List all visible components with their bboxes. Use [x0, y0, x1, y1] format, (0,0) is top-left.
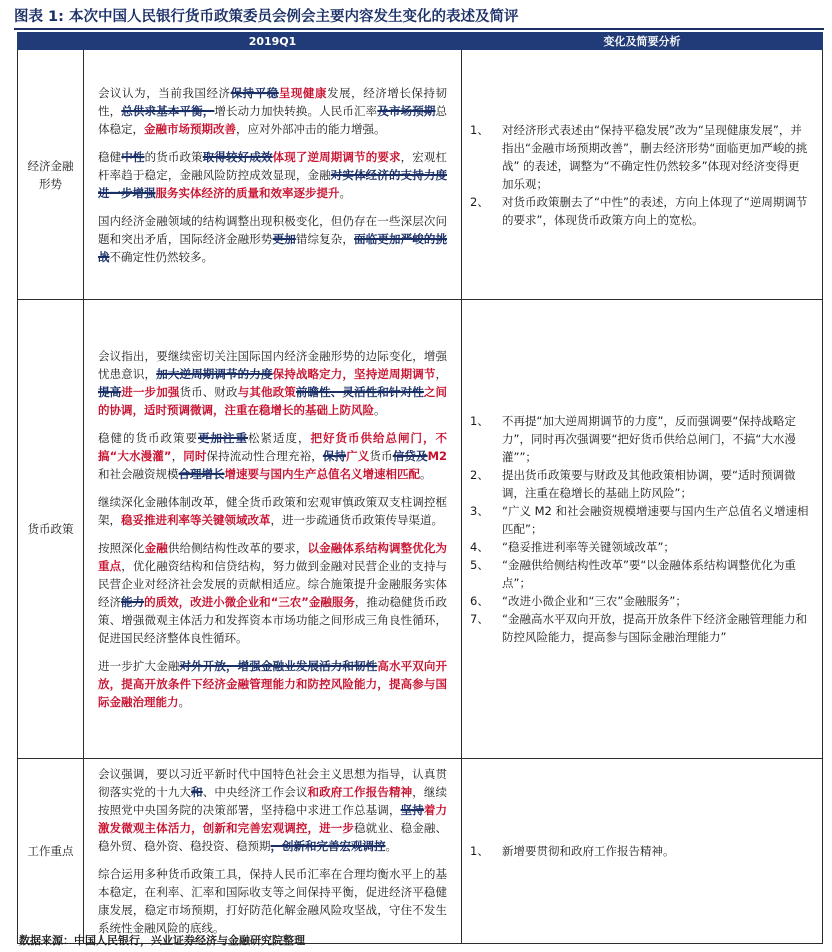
deleted-text: 及市场预期	[377, 103, 436, 118]
row-category: 货币政策	[18, 300, 84, 759]
text-run: 发展，经济增长保持韧性，	[98, 85, 448, 118]
added-text: 把好货币供给总闸门，不搞“大水漫灌”	[98, 431, 447, 463]
content-paragraph	[98, 657, 447, 711]
header-analysis: 变化及简要分析	[462, 33, 823, 50]
analysis-item	[470, 193, 810, 229]
text-run: 的货币政策	[144, 149, 203, 164]
deleted-text: 保持平稳	[230, 85, 279, 100]
deleted-text: 总供求基本平衡，	[121, 103, 215, 118]
text-run: 继续深化金融体制改革，健全货币政策和宏观审慎政策双支柱调控框架，	[98, 495, 447, 527]
added-text: 增速要与国内生产总值名义增速相匹配	[224, 467, 420, 481]
text-run: 会议强调，要以习近平新时代中国特色社会主义思想为指导，认真贯彻落实党的十九大	[98, 767, 447, 799]
added-text: 广义	[346, 449, 370, 463]
added-text: 同时	[183, 449, 207, 463]
analysis-item-number: 3、	[470, 504, 489, 518]
content-paragraph	[98, 84, 447, 138]
row-analysis	[462, 300, 823, 759]
analysis-item-text: 对货币政策删去了“中性”的表述，方向上体现了“逆周期调节的要求”，体现货币政策方向上的宽松。	[502, 194, 808, 227]
added-text: 体现了逆周期调节的要求	[272, 149, 401, 164]
added-text: 与其他政策	[237, 385, 296, 399]
deleted-text: 对实体经济的支持力度进一步增强	[98, 167, 448, 200]
analysis-item-text: “改进小微企业和“三农”金融服务”；	[502, 594, 687, 608]
row-content	[84, 759, 462, 944]
text-run: 综合运用多种货币政策工具，保持人民币汇率在合理均衡水平上的基本稳定，在利率、汇率和国际收支等之间保持平衡，促进经济平稳健康发展，稳定市场预期，打好防范化解金融风险攻坚战，守住不发生系统性金融风险的底线。	[98, 867, 447, 935]
text-run: ，	[435, 367, 448, 381]
text-run: ，继续按照党中央国务院的决策部署，坚持稳中求进工作总基调，	[98, 785, 448, 817]
deleted-text: 提高	[98, 385, 122, 399]
row-analysis	[462, 50, 823, 300]
text-run: 松紧适度，	[248, 431, 311, 445]
text-run: 国内经济金融领域的结构调整出现积极变化，但仍存在一些深层次问题和突出矛盾，国际经济金融形势	[98, 213, 447, 246]
text-run: 货币	[369, 449, 393, 463]
content-paragraph	[98, 429, 447, 483]
added-text: 之间的协调，适时预调微调，注重在稳增长的基础上防风险	[98, 385, 448, 417]
analysis-item-number: 4、	[470, 540, 489, 554]
analysis-item	[470, 412, 810, 466]
comparison-table	[17, 32, 823, 944]
deleted-text: ，创新和完善宏观调控	[270, 839, 386, 853]
table-header-row	[18, 33, 823, 50]
added-text: 金融市场预期改善	[144, 121, 236, 136]
deleted-text: 中性	[121, 149, 145, 164]
deleted-text: 更加注重	[198, 431, 248, 445]
table-row	[18, 50, 823, 300]
analysis-item-number: 1、	[470, 414, 489, 428]
deleted-text: 和	[191, 785, 203, 799]
analysis-item-number: 1、	[470, 122, 489, 137]
deleted-text: 坚持	[400, 803, 424, 817]
text-run: 稳健	[98, 149, 122, 164]
text-run: ，优化融资结构和信贷结构，努力做到金融对民营企业的支持与民营企业对经济社会发展的贡献相适应。综合施策提升金融服务实体经济	[98, 559, 448, 609]
content-paragraph	[98, 493, 447, 529]
text-run: ，宏观杠杆率趋于稳定，金融风险防控成效显现，金融	[98, 149, 448, 182]
text-run: 。	[339, 185, 351, 200]
analysis-item-text: “广义 M2 和社会融资规模增速要与国内生产总值名义增速相匹配”；	[502, 504, 809, 536]
text-run: 。	[420, 467, 432, 481]
added-text: 的质效，改进小微企业和“三农”金融服务	[144, 595, 355, 609]
text-run: 不确定性仍然较多。	[109, 249, 213, 264]
analysis-item	[470, 121, 810, 193]
added-text: 服务实体经济的质量和效率逐步提升	[155, 185, 340, 200]
text-run: 进一步扩大金融	[98, 659, 180, 673]
row-content	[84, 50, 462, 300]
content-paragraph	[98, 539, 447, 647]
deleted-text: 能力	[121, 595, 145, 609]
analysis-item-text: 对经济形式表述由“保持平稳发展”改为“呈现健康发展”，并指出“金融市场预期改善”，删去经济形势“面临更加严峻的挑战” 的表述，调整为“不确定性仍然较多”体现对经济变得更加乐观；	[502, 122, 808, 191]
text-run: 。	[385, 839, 397, 853]
analysis-item-number: 5、	[470, 558, 489, 572]
analysis-item-number: 6、	[470, 594, 489, 608]
text-run: 。	[178, 695, 190, 709]
added-text: 进一步加强	[121, 385, 180, 399]
added-text: 和政府工作报告精神	[307, 785, 413, 799]
analysis-item	[470, 502, 810, 538]
text-run: 增长动力加快转换。人民币汇率	[214, 103, 378, 118]
content-paragraph	[98, 148, 447, 202]
analysis-item	[470, 556, 810, 592]
analysis-item-text: “金融供给侧结构性改革”要“以金融体系结构调整优化为重点”；	[502, 558, 796, 590]
text-run: 按照深化	[98, 541, 145, 555]
header-blank	[18, 33, 84, 50]
text-run: 错综复杂，	[295, 231, 355, 246]
analysis-item	[470, 610, 810, 646]
content-paragraph	[98, 765, 447, 855]
analysis-item-text: 不再提“加大逆周期调节的力度”，反而强调要“保持战略定力”，同时再次强调要“把好货币供给总闸门，不搞“大水漫灌””；	[502, 414, 796, 464]
text-run: 稳健的货币政策要	[98, 431, 198, 445]
added-text: 稳妥推进利率等关键领域改革	[121, 513, 271, 527]
row-category: 工作重点	[18, 759, 84, 944]
text-run: ，推动稳健货币政策、增强微观主体活力和发挥资本市场功能之间形成三角良性循环，促进国民经济整体良性循环。	[98, 595, 448, 645]
deleted-text: 取得较好成效	[202, 149, 273, 164]
row-analysis	[462, 759, 823, 944]
analysis-item	[470, 842, 810, 860]
added-text: 呈现健康	[278, 85, 328, 100]
deleted-text: 保持	[322, 449, 347, 463]
text-run: 供给侧结构性改革的要求，	[167, 541, 308, 555]
analysis-item-text: 提出货币政策要与财政及其他政策相协调，要“适时预调微调，注重在稳增长的基础上防风险”；	[502, 468, 796, 500]
text-run: ，进一步疏通货币政策传导渠道。	[270, 513, 443, 527]
text-run: 货币、财政	[179, 385, 238, 399]
added-text: 着力激发微观主体活力，创新和完善宏观调控，进一步	[98, 803, 448, 835]
deleted-text: 前瞻性、灵活性和针对性	[295, 385, 424, 399]
text-run: 总体稳定，	[98, 103, 448, 136]
deleted-text: 合理增长	[178, 467, 225, 481]
analysis-item-number: 2、	[470, 194, 489, 209]
added-text: 金融	[144, 541, 168, 555]
text-run: ，应对外部冲击的能力增强。	[236, 121, 386, 136]
added-text: 高水平双向开放，提高开放条件下经济金融管理能力和防控风险能力，提高参与国际金融治理能力	[98, 659, 448, 709]
analysis-item-number: 2、	[470, 468, 489, 482]
analysis-item	[470, 538, 810, 556]
data-source-note: 数据来源：中国人民银行，兴业证券经济与金融研究院整理	[19, 934, 305, 947]
row-category: 经济金融形势	[18, 50, 84, 300]
header-quarter: 2019Q1	[84, 33, 462, 50]
table-row	[18, 300, 823, 759]
deleted-text: 面临更加严峻的挑战	[98, 231, 448, 264]
deleted-text: 更加	[272, 231, 296, 246]
added-text: 以金融体系结构调整优化为重点	[98, 541, 448, 573]
analysis-item-number: 7、	[470, 612, 489, 626]
deleted-text: 加大逆周期调节的力度	[156, 367, 273, 381]
analysis-item	[470, 466, 810, 502]
text-run: 、中央经济工作会议	[202, 785, 308, 799]
text-run: 保持流动性合理充裕，	[206, 449, 323, 463]
text-run: ，	[171, 449, 184, 463]
added-text: M2	[427, 449, 448, 463]
text-run: 会议指出，要继续密切关注国际国内经济金融形势的边际变化，增强忧患意识，	[98, 349, 447, 381]
text-run: 会议认为，当前我国经济	[98, 85, 231, 100]
content-paragraph	[98, 865, 447, 937]
analysis-item-text: “稳妥推进利率等关键领域改革”；	[502, 540, 675, 554]
row-content	[84, 300, 462, 759]
content-paragraph	[98, 212, 447, 266]
deleted-text: 对外开放，增强金融业发展活力和韧性	[179, 659, 378, 673]
content-paragraph	[98, 347, 447, 419]
analysis-item	[470, 592, 810, 610]
analysis-item-text: 新增要贯彻和政府工作报告精神。	[502, 844, 675, 858]
text-run: 稳就业、稳金融、稳外贸、稳外资、稳投资、稳预期	[98, 821, 448, 853]
text-run: 和社会融资规模	[98, 467, 179, 481]
text-run: 。	[374, 403, 386, 417]
analysis-item-number: 1、	[470, 844, 489, 858]
deleted-text: 信贷及	[392, 449, 428, 463]
added-text: 保持战略定力，坚持逆周期调节	[272, 367, 436, 381]
table-row	[18, 759, 823, 944]
figure-title: 图表 1: 本次中国人民银行货币政策委员会例会主要内容发生变化的表述及简评	[14, 8, 824, 30]
analysis-item-text: “金融高水平双向开放，提高开放条件下经济金融管理能力和防控风险能力，提高参与国际金融治理能力”	[502, 612, 807, 644]
